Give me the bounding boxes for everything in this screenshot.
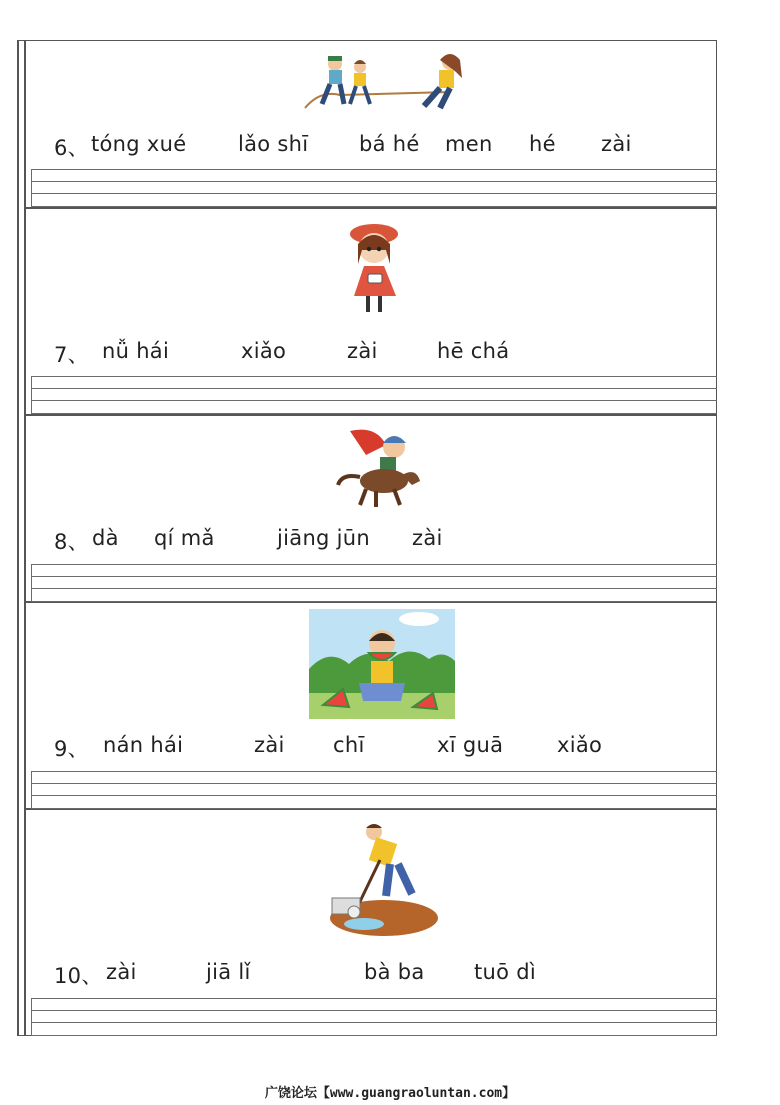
pinyin-word: hé	[529, 132, 556, 156]
pinyin-word: qí mǎ	[154, 526, 215, 550]
writing-lines	[31, 998, 717, 1036]
boy-eating-watermelon-illustration	[309, 609, 455, 719]
pinyin-word: hē chá	[437, 339, 510, 363]
row-number: 9、	[54, 737, 89, 761]
pinyin-word: xiǎo	[557, 733, 603, 757]
pinyin-word: men	[445, 132, 493, 156]
pinyin-word: zài	[347, 339, 378, 363]
pinyin-word: xiǎo	[241, 339, 287, 363]
frame-inner-border	[24, 40, 26, 1036]
pinyin-word: zài	[412, 526, 443, 550]
pinyin-word: nǚ hái	[102, 339, 170, 363]
girl-drinking-tea-illustration	[342, 220, 408, 318]
writing-lines	[31, 564, 717, 602]
pinyin-word: tuō dì	[474, 960, 537, 984]
writing-lines	[31, 376, 717, 414]
pinyin-word: jiāng jūn	[277, 526, 371, 550]
pinyin-word: bá hé	[359, 132, 420, 156]
pinyin-word: xī guā	[437, 733, 504, 757]
pinyin-word: lǎo shī	[238, 132, 309, 156]
footer-watermark: 广饶论坛【www.guangraoluntan.com】	[264, 1086, 516, 1101]
pinyin-word: bà ba	[364, 960, 425, 984]
pinyin-word: nán hái	[103, 733, 184, 757]
pinyin-word: zài	[601, 132, 632, 156]
section-divider	[25, 414, 717, 416]
pinyin-word: tóng xué	[91, 132, 187, 156]
row-number: 6、	[54, 136, 89, 160]
frame-left-border	[17, 40, 19, 1036]
row-number: 10、	[54, 964, 103, 988]
tug-of-war-illustration	[300, 50, 465, 114]
section-divider	[25, 207, 717, 209]
pinyin-word: zài	[106, 960, 137, 984]
row-number: 7、	[54, 343, 89, 367]
pinyin-word: chī	[333, 733, 365, 757]
pinyin-word: dà	[92, 526, 119, 550]
row-number: 8、	[54, 530, 89, 554]
writing-lines	[31, 169, 717, 207]
pinyin-word: jiā lǐ	[206, 960, 251, 984]
general-riding-horse-illustration	[336, 425, 424, 509]
pinyin-word: zài	[254, 733, 285, 757]
father-mopping-floor-illustration	[328, 820, 440, 938]
writing-lines	[31, 771, 717, 809]
